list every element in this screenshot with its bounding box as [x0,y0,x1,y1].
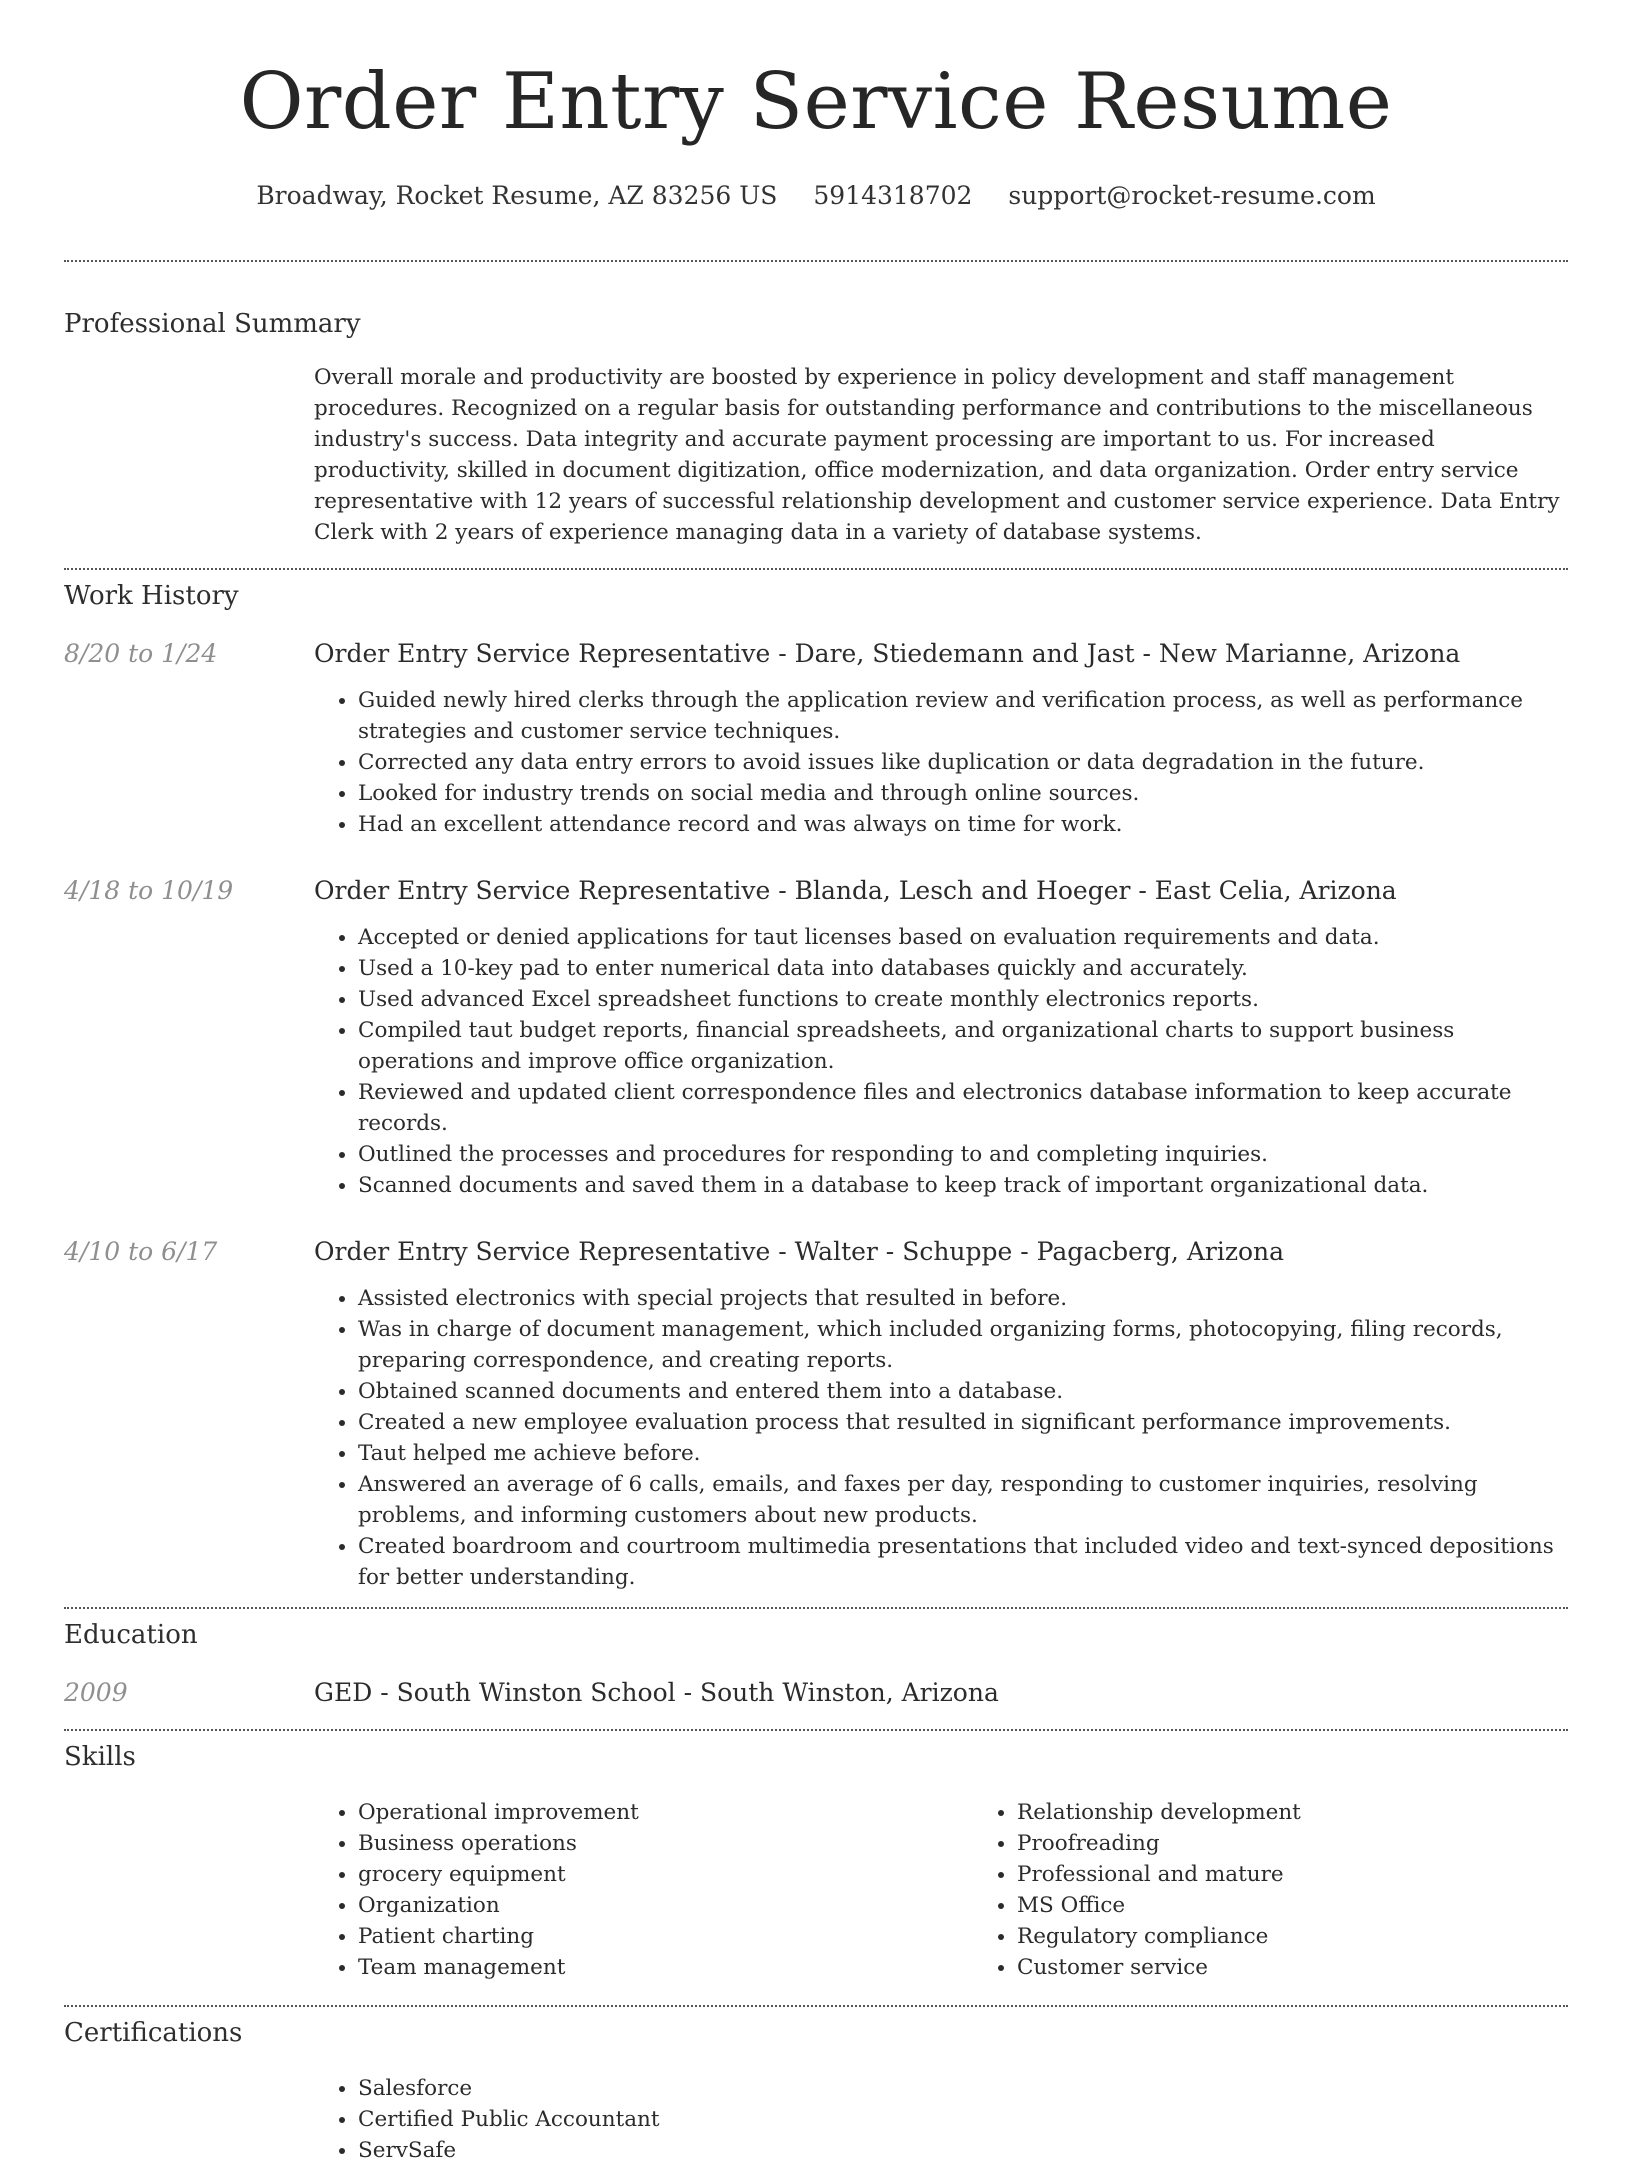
education-entry [64,1677,1568,1709]
list-item: • Customer service [1017,1952,1632,1983]
list-item: • Obtained scanned documents and entered them into a database. [358,1376,1568,1407]
list-item: • Compiled taut budget reports, financial spreadsheets, and organizational charts to support business operations and improve office organization. [358,1015,1568,1077]
list-item: • Answered an average of 6 calls, emails, and faxes per day, responding to customer inquiries, resolving problems, and informing customers about new products. [358,1469,1568,1531]
contact-phone: 5914318702 [813,181,973,210]
list-item: • Guided newly hired clerks through the application review and verification process, as well as performance strategies and customer service techniques. [358,685,1568,747]
certifications-list [314,2073,1568,2166]
list-item: • Certified Public Accountant [358,2104,1568,2135]
skills-list-left [314,1797,973,1983]
job-bullets [314,1283,1568,1593]
list-item: • Professional and mature [1017,1859,1632,1890]
job-entry [64,875,1568,1201]
job-dates: 4/18 to 10/19 [64,876,234,905]
list-item: • Created a new employee evaluation process that resulted in significant performance improvements. [358,1407,1568,1438]
skills-heading: Skills [64,1742,136,1772]
list-item: • Operational improvement [358,1797,973,1828]
list-item: • Accepted or denied applications for taut licenses based on evaluation requirements and data. [358,922,1568,953]
certifications-heading: Certifications [64,2018,243,2048]
list-item: • Patient charting [358,1921,973,1952]
list-item: • Looked for industry trends on social media and through online sources. [358,778,1568,809]
summary-heading: Professional Summary [64,309,361,339]
job-bullets [314,922,1568,1201]
job-heading: Order Entry Service Representative - Walter - Schuppe - Pagacberg, Arizona [314,1237,1285,1266]
list-item: • Business operations [358,1828,973,1859]
list-item: • Assisted electronics with special projects that resulted in before. [358,1283,1568,1314]
job-dates: 8/20 to 1/24 [64,639,218,668]
job-entry [64,638,1568,840]
list-item: • ServSafe [358,2135,1568,2166]
summary-section [64,262,1568,548]
list-item: • Reviewed and updated client correspondence files and electronics database information to keep accurate records. [358,1077,1568,1139]
list-item: • Outlined the processes and procedures for responding to and completing inquiries. [358,1139,1568,1170]
list-item: • Salesforce [358,2073,1568,2104]
job-heading: Order Entry Service Representative - Blanda, Lesch and Hoeger - East Celia, Arizona [314,876,1397,905]
list-item: • MS Office [1017,1890,1632,1921]
education-year: 2009 [64,1678,128,1707]
list-item: • Corrected any data entry errors to avoid issues like duplication or data degradation in the future. [358,747,1568,778]
list-item: • Had an excellent attendance record and was always on time for work. [358,809,1568,840]
job-bullets [314,685,1568,840]
list-item: • Team management [358,1952,973,1983]
list-item: • Used advanced Excel spreadsheet functions to create monthly electronics reports. [358,984,1568,1015]
summary-text: Overall morale and productivity are boosted by experience in policy development and staff management procedures. Recognized on a regular basis for outstanding performance and contributions to the miscellaneous industry's success. Data integrity and accurate payment processing are important to us. For increased productivity, skilled in document digitization, office modernization, and data organization. Order entry service representative with 12 years of successful relationship development and customer service experience. Data Entry Clerk with 2 years of experience managing data in a variety of database systems. [314,365,1560,545]
job-entry [64,1236,1568,1593]
list-item: • grocery equipment [358,1859,973,1890]
list-item: • Created boardroom and courtroom multimedia presentations that included video and text-synced depositions for better understanding. [358,1531,1568,1593]
contact-email: support@rocket-resume.com [1008,181,1376,210]
list-item: • Regulatory compliance [1017,1921,1632,1952]
list-item: • Scanned documents and saved them in a database to keep track of important organizational data. [358,1170,1568,1201]
list-item: • Organization [358,1890,973,1921]
list-item: • Taut helped me achieve before. [358,1438,1568,1469]
certifications-section [64,2007,1568,2166]
list-item: • Relationship development [1017,1797,1632,1828]
list-item: • Was in charge of document management, which included organizing forms, photocopying, filing records, preparing correspondence, and creating reports. [358,1314,1568,1376]
contact-line [64,180,1568,212]
skills-section [64,1731,1568,1983]
work-history-section [64,570,1568,1593]
education-heading: Education [64,1620,198,1650]
work-history-heading: Work History [64,581,239,611]
contact-address: Broadway, Rocket Resume, AZ 83256 US [256,181,778,210]
list-item: • Proofreading [1017,1828,1632,1859]
job-dates: 4/10 to 6/17 [64,1237,218,1266]
education-section [64,1609,1568,1709]
resume-title: Order Entry Service Resume [239,57,1393,147]
education-heading-line: GED - South Winston School - South Winston, Arizona [314,1678,999,1707]
skills-list-right [973,1797,1632,1983]
job-heading: Order Entry Service Representative - Dare, Stiedemann and Jast - New Marianne, Arizona [314,639,1461,668]
list-item: • Used a 10-key pad to enter numerical data into databases quickly and accurately. [358,953,1568,984]
